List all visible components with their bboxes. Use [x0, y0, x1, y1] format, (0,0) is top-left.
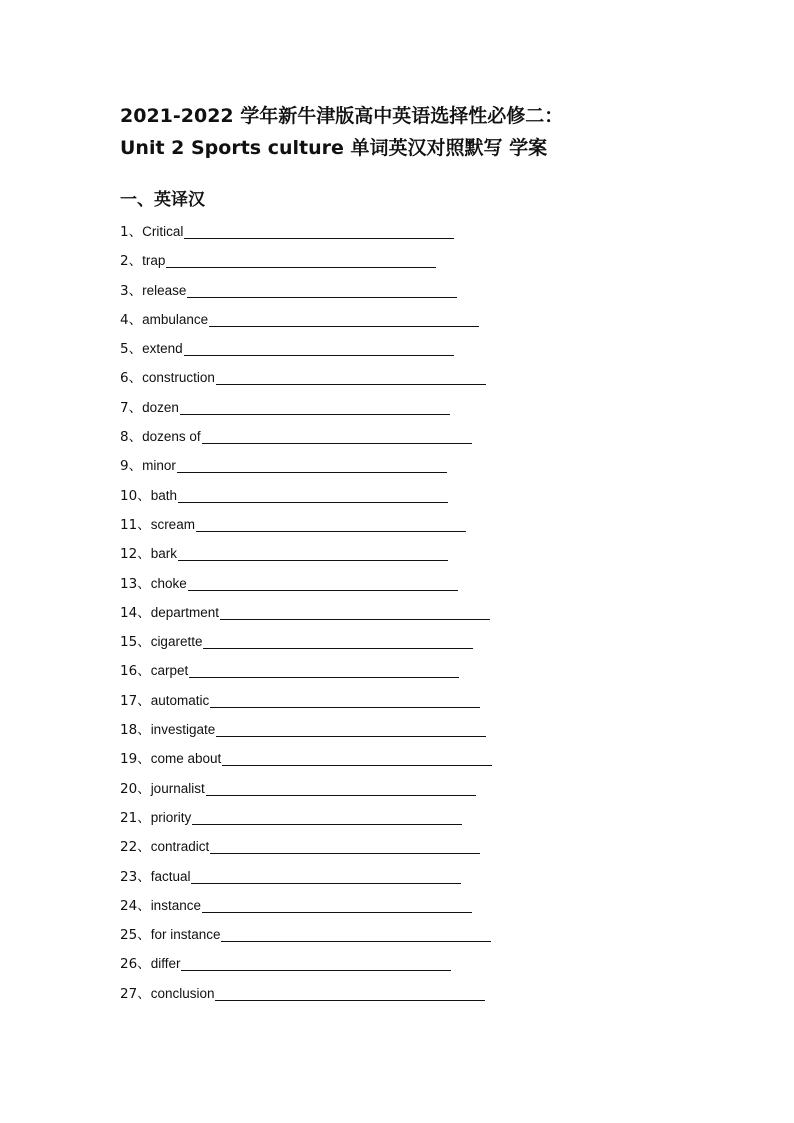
list-item: [120, 367, 540, 396]
list-item: [120, 748, 540, 777]
item-number: 8、: [120, 429, 143, 446]
answer-blank[interactable]: [206, 778, 476, 796]
list-item: [120, 983, 540, 1012]
list-item: [120, 778, 540, 807]
item-number: 10、: [120, 487, 151, 504]
vocabulary-list: [120, 221, 540, 1012]
item-word: conclusion: [150, 985, 215, 1001]
item-word: contradict: [150, 839, 210, 855]
item-word: construction: [142, 370, 215, 386]
item-word: trap: [142, 253, 166, 269]
document-title: [120, 100, 680, 164]
list-item: [120, 485, 540, 514]
list-item: [120, 338, 540, 367]
answer-blank[interactable]: [216, 367, 486, 385]
item-number: 16、: [120, 663, 151, 680]
answer-blank[interactable]: [184, 338, 454, 356]
answer-blank[interactable]: [188, 573, 458, 591]
item-number: 5、: [120, 341, 143, 358]
list-item: [120, 280, 540, 309]
item-word: journalist: [150, 780, 205, 796]
list-item: [120, 426, 540, 455]
item-word: choke: [150, 575, 187, 591]
list-item: [120, 602, 540, 631]
list-item: [120, 543, 540, 572]
item-number: 6、: [120, 370, 143, 387]
item-word: minor: [142, 458, 176, 474]
item-word: extend: [142, 341, 183, 357]
item-word: dozen: [142, 399, 179, 415]
item-number: 15、: [120, 634, 151, 651]
title-line-2: Unit 2 Sports culture 单词英汉对照默写 学案: [120, 137, 548, 159]
answer-blank[interactable]: [189, 660, 459, 678]
item-number: 17、: [120, 692, 151, 709]
item-word: factual: [150, 868, 191, 884]
answer-blank[interactable]: [221, 924, 491, 942]
item-word: ambulance: [142, 311, 209, 327]
title-line-1: 2021-2022 学年新牛津版高中英语选择性必修二：: [120, 105, 564, 127]
list-item: [120, 309, 540, 338]
answer-blank[interactable]: [203, 631, 473, 649]
list-item: [120, 514, 540, 543]
answer-blank[interactable]: [210, 690, 480, 708]
list-item: [120, 924, 540, 953]
list-item: [120, 953, 540, 982]
list-item: [120, 895, 540, 924]
answer-blank[interactable]: [196, 514, 466, 532]
answer-blank[interactable]: [180, 397, 450, 415]
item-number: 3、: [120, 282, 143, 299]
item-word: instance: [150, 897, 201, 913]
answer-blank[interactable]: [181, 953, 451, 971]
item-number: 1、: [120, 224, 143, 240]
list-item: [120, 807, 540, 836]
list-item: [120, 397, 540, 426]
item-word: Critical: [142, 224, 184, 239]
item-word: investigate: [150, 722, 216, 738]
item-number: 19、: [120, 751, 151, 768]
item-number: 21、: [120, 809, 151, 826]
item-number: 25、: [120, 927, 151, 944]
list-item: [120, 660, 540, 689]
item-number: 13、: [120, 575, 151, 592]
item-number: 11、: [120, 516, 151, 533]
item-word: automatic: [150, 692, 210, 708]
item-word: priority: [150, 809, 192, 825]
list-item: [120, 836, 540, 865]
list-item: [120, 455, 540, 484]
item-number: 7、: [120, 399, 143, 416]
answer-blank[interactable]: [178, 485, 448, 503]
item-word: differ: [150, 956, 181, 972]
item-number: 24、: [120, 897, 151, 914]
answer-blank[interactable]: [220, 602, 490, 620]
item-number: 26、: [120, 956, 151, 973]
item-number: 2、: [120, 253, 143, 270]
item-word: come about: [150, 751, 222, 767]
answer-blank[interactable]: [166, 250, 436, 268]
item-number: 20、: [120, 780, 151, 797]
answer-blank[interactable]: [202, 426, 472, 444]
list-item: [120, 690, 540, 719]
answer-blank[interactable]: [184, 221, 454, 239]
list-item: [120, 719, 540, 748]
item-word: carpet: [150, 663, 189, 679]
item-number: 4、: [120, 311, 143, 328]
list-item: [120, 631, 540, 660]
item-word: cigarette: [150, 634, 203, 650]
answer-blank[interactable]: [177, 455, 447, 473]
item-number: 22、: [120, 839, 151, 856]
item-number: 12、: [120, 546, 151, 563]
answer-blank[interactable]: [215, 983, 485, 1001]
answer-blank[interactable]: [210, 836, 480, 854]
item-word: bark: [150, 546, 177, 562]
list-item: [120, 221, 540, 250]
answer-blank[interactable]: [187, 280, 457, 298]
list-item: [120, 250, 540, 279]
list-item: [120, 573, 540, 602]
list-item: [120, 866, 540, 895]
answer-blank[interactable]: [178, 543, 448, 561]
answer-blank[interactable]: [192, 807, 462, 825]
answer-blank[interactable]: [209, 309, 479, 327]
item-word: dozens of: [142, 429, 201, 445]
item-number: 9、: [120, 458, 143, 475]
item-word: release: [142, 282, 187, 298]
item-word: for instance: [150, 927, 221, 943]
item-number: 18、: [120, 722, 151, 739]
item-number: 27、: [120, 985, 151, 1002]
answer-blank[interactable]: [222, 748, 492, 766]
item-word: department: [150, 604, 219, 620]
section-heading: 一、英译汉: [120, 190, 205, 210]
item-number: 14、: [120, 604, 151, 621]
item-word: scream: [150, 516, 195, 532]
item-word: bath: [150, 487, 177, 503]
answer-blank[interactable]: [191, 866, 461, 884]
answer-blank[interactable]: [202, 895, 472, 913]
answer-blank[interactable]: [216, 719, 486, 737]
item-number: 23、: [120, 868, 151, 885]
